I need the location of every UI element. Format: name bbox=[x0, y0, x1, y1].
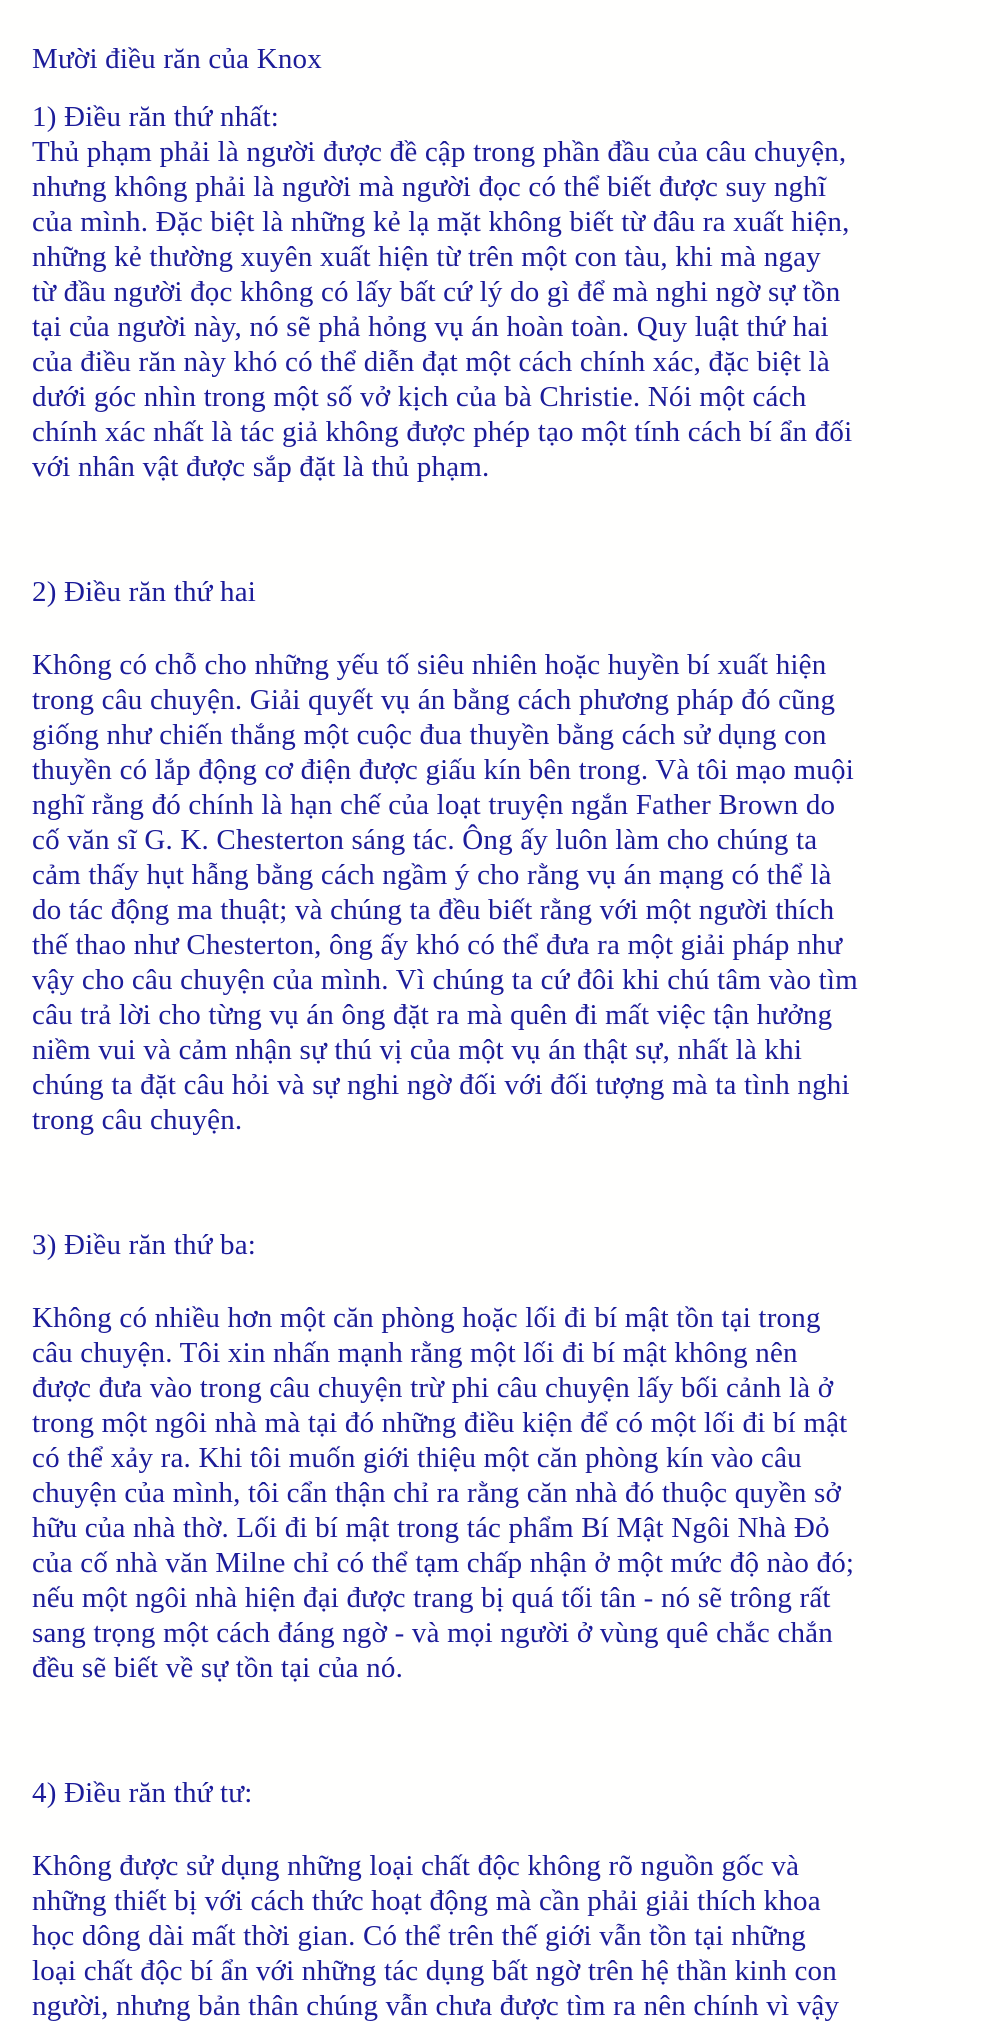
text-line: hữu của nhà thờ. Lối đi bí mật trong tác phẩm Bí Mật Ngôi Nhà Đỏ bbox=[32, 1512, 830, 1544]
text-line: thuyền có lắp động cơ điện được giấu kín bên trong. Và tôi mạo muội bbox=[32, 754, 854, 786]
section-heading: 2) Điều răn thứ hai bbox=[32, 576, 257, 608]
text-line: với nhân vật được sắp đặt là thủ phạm. bbox=[32, 451, 490, 483]
sections-container bbox=[32, 100, 972, 2024]
text-line: tại của người này, nó sẽ phả hỏng vụ án hoàn toàn. Quy luật thứ hai bbox=[32, 311, 829, 343]
text-line: người, nhưng bản thân chúng vẫn chưa được tìm ra nên chính vì vậy bbox=[32, 1990, 840, 2022]
text-line: nghĩ rằng đó chính là hạn chế của loạt truyện ngắn Father Brown do bbox=[32, 789, 836, 821]
text-line: trong một ngôi nhà mà tại đó những điều kiện để có một lối đi bí mật bbox=[32, 1407, 848, 1439]
text-line: của điều răn này khó có thể diễn đạt một cách chính xác, đặc biệt là bbox=[32, 346, 830, 378]
text-line: những thiết bị với cách thức hoạt động mà cần phải giải thích khoa bbox=[32, 1885, 821, 1917]
text-line: niềm vui và cảm nhận sự thú vị của một vụ án thật sự, nhất là khi bbox=[32, 1034, 803, 1066]
text-line: những kẻ thường xuyên xuất hiện từ trên một con tàu, khi mà ngay bbox=[32, 241, 821, 273]
text-line: được đưa vào trong câu chuyện trừ phi câu chuyện lấy bối cảnh là ở bbox=[32, 1372, 834, 1404]
text-line: Không được sử dụng những loại chất độc không rõ nguồn gốc và bbox=[32, 1850, 800, 1882]
text-line: loại chất độc bí ẩn với những tác dụng bất ngờ trên hệ thần kinh con bbox=[32, 1955, 837, 1987]
text-line: chuyện của mình, tôi cẩn thận chỉ ra rằng căn nhà đó thuộc quyền sở bbox=[32, 1477, 842, 1509]
text-line: trong câu chuyện. bbox=[32, 1104, 243, 1136]
text-line: cảm thấy hụt hẫng bằng cách ngầm ý cho rằng vụ án mạng có thể là bbox=[32, 859, 832, 891]
text-line: giống như chiến thắng một cuộc đua thuyền bằng cách sử dụng con bbox=[32, 719, 827, 751]
section-heading: 1) Điều răn thứ nhất: bbox=[32, 101, 280, 133]
text-line: nhưng không phải là người mà người đọc có thể biết được suy nghĩ bbox=[32, 171, 827, 203]
text-line: sang trọng một cách đáng ngờ - và mọi người ở vùng quê chắc chắn bbox=[32, 1617, 833, 1649]
text-line: đều sẽ biết về sự tồn tại của nó. bbox=[32, 1652, 404, 1684]
section bbox=[32, 1228, 972, 1686]
page-title: Mười điều răn của Knox bbox=[32, 43, 322, 75]
text-line: Không có chỗ cho những yếu tố siêu nhiên hoặc huyền bí xuất hiện bbox=[32, 649, 827, 681]
text-line: của mình. Đặc biệt là những kẻ lạ mặt không biết từ đâu ra xuất hiện, bbox=[32, 206, 850, 238]
text-line: của cố nhà văn Milne chỉ có thể tạm chấp nhận ở một mức độ nào đó; bbox=[32, 1547, 855, 1579]
text-line: trong câu chuyện. Giải quyết vụ án bằng cách phương pháp đó cũng bbox=[32, 684, 836, 716]
text-line: có thể xảy ra. Khi tôi muốn giới thiệu một căn phòng kín vào câu bbox=[32, 1442, 802, 1474]
text-line: do tác động ma thuật; và chúng ta đều biết rằng với một người thích bbox=[32, 894, 835, 926]
text-line: cố văn sĩ G. K. Chesterton sáng tác. Ông ấy luôn làm cho chúng ta bbox=[32, 824, 818, 856]
text-line: dưới góc nhìn trong một số vở kịch của bà Christie. Nói một cách bbox=[32, 381, 807, 413]
text-line: câu chuyện. Tôi xin nhấn mạnh rằng một lối đi bí mật không nên bbox=[32, 1337, 798, 1369]
section bbox=[32, 575, 972, 1138]
text-line: vậy cho câu chuyện của mình. Vì chúng ta cứ đôi khi chú tâm vào tìm bbox=[32, 964, 858, 996]
section bbox=[32, 1776, 972, 2024]
section bbox=[32, 100, 972, 485]
text-line: Không có nhiều hơn một căn phòng hoặc lối đi bí mật tồn tại trong bbox=[32, 1302, 821, 1334]
section-heading: 4) Điều răn thứ tư: bbox=[32, 1777, 253, 1809]
text-line: chính xác nhất là tác giả không được phép tạo một tính cách bí ẩn đối bbox=[32, 416, 853, 448]
text-line: từ đầu người đọc không có lấy bất cứ lý do gì để mà nghi ngờ sự tồn bbox=[32, 276, 841, 308]
text-line: nếu một ngôi nhà hiện đại được trang bị quá tối tân - nó sẽ trông rất bbox=[32, 1582, 831, 1614]
text-line: học dông dài mất thời gian. Có thể trên thế giới vẫn tồn tại những bbox=[32, 1920, 806, 1952]
text-line: chúng ta đặt câu hỏi và sự nghi ngờ đối với đối tượng mà ta tình nghi bbox=[32, 1069, 850, 1101]
text-line: thế thao như Chesterton, ông ấy khó có thể đưa ra một giải pháp như bbox=[32, 929, 843, 961]
text-line: câu trả lời cho từng vụ án ông đặt ra mà quên đi mất việc tận hưởng bbox=[32, 999, 833, 1031]
text-line: Thủ phạm phải là người được đề cập trong phần đầu của câu chuyện, bbox=[32, 136, 847, 168]
section-heading: 3) Điều răn thứ ba: bbox=[32, 1229, 257, 1261]
